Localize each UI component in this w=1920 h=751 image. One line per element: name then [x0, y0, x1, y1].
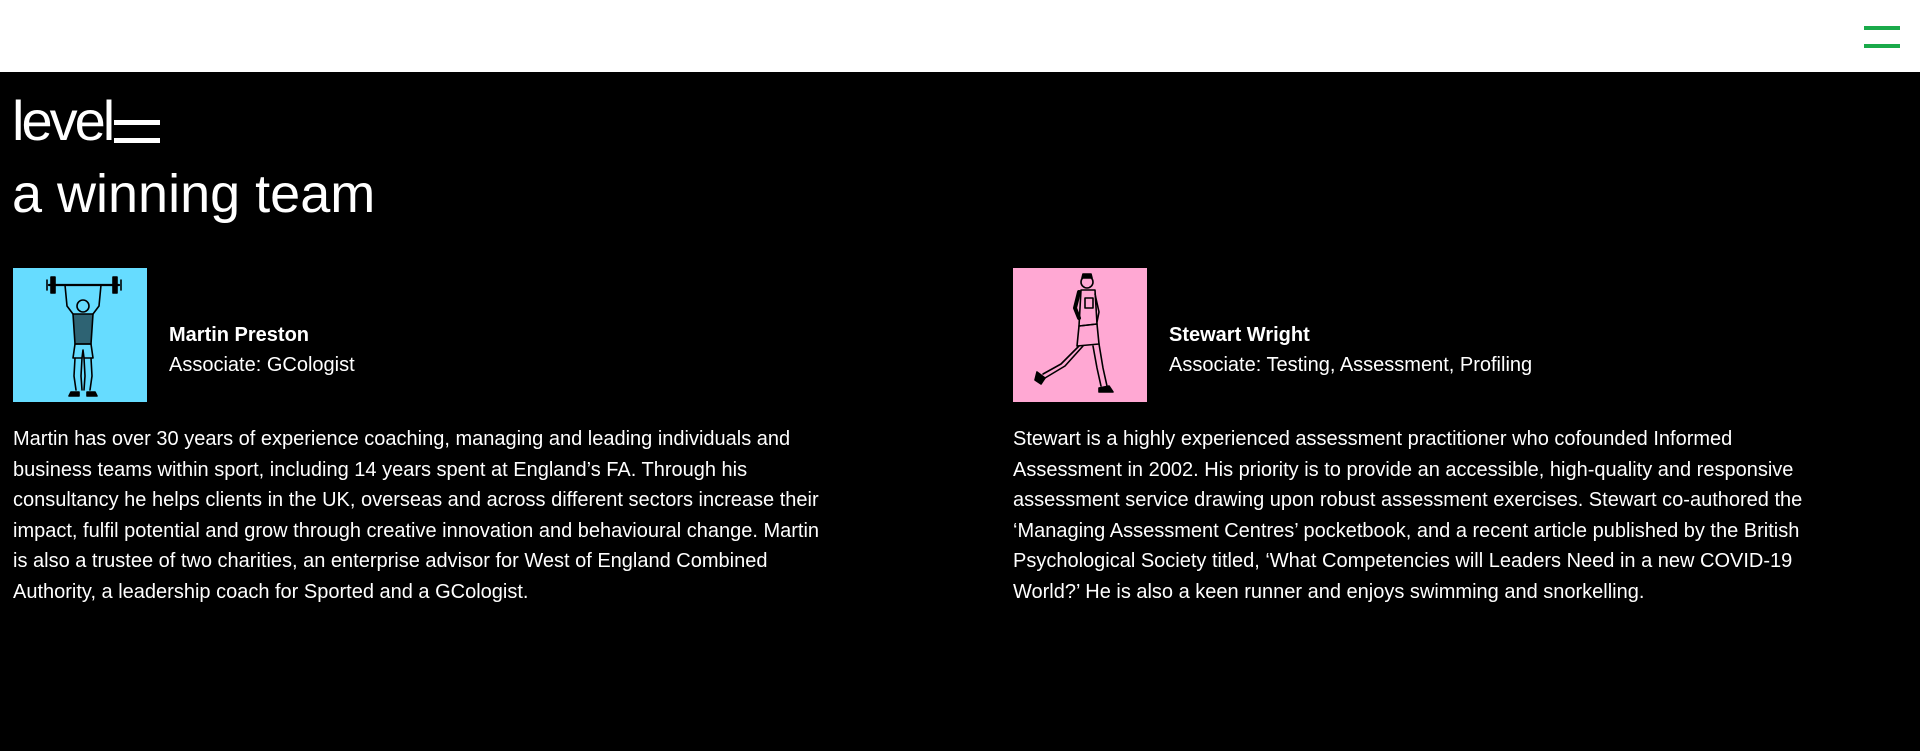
level-logo[interactable]: [12, 89, 160, 152]
bio-line: Psychological Society titled, ‘What Competencies will Leaders Need in a new COVID-19: [1013, 550, 1793, 573]
bio-line: business teams within sport, including 14 years spent at England’s FA. Through his: [13, 458, 748, 481]
bio-line: impact, fulfil potential and grow through creative innovation and behavioural change. Martin: [13, 519, 820, 542]
bio-line: Authority, a leadership coach for Sported and a GCologist.: [13, 580, 529, 603]
main-content: [0, 72, 1920, 751]
bio-line: Martin has over 30 years of experience coaching, managing and leading individuals and: [13, 428, 791, 450]
equals-mark-icon: [114, 111, 160, 145]
bio-line: Stewart is a highly experienced assessment practitioner who cofounded Informed: [1013, 428, 1733, 450]
bio-line: Assessment in 2002. His priority is to provide an accessible, high-quality and responsive: [1013, 458, 1794, 481]
member-bio: [13, 424, 913, 608]
weightlifter-illustration: [13, 268, 147, 402]
bio-line: consultancy he helps clients in the UK, overseas and across different sectors increase their: [13, 489, 819, 512]
member-role: Associate: Testing, Assessment, Profiling: [1169, 354, 1533, 376]
runner-illustration: [1013, 268, 1147, 402]
member-role: Associate: GCologist: [169, 354, 355, 376]
page-title: a winning team: [12, 164, 376, 224]
top-navigation-bar: [0, 0, 1920, 72]
member-name: Stewart Wright: [1169, 324, 1310, 346]
bio-line: assessment service drawing upon robust assessment exercises. Stewart co-authored the: [1013, 489, 1803, 512]
member-name: Martin Preston: [169, 324, 310, 346]
bio-line: ‘Managing Assessment Centres’ pocketbook, and a recent article published by the British: [1013, 519, 1800, 542]
logo-wordmark: level: [12, 89, 113, 152]
hamburger-menu-icon[interactable]: [1864, 24, 1900, 50]
member-bio: [1013, 424, 1913, 608]
portrait-image: [13, 268, 147, 402]
portrait-image: [1013, 268, 1147, 402]
menu-bar-bottom: [1864, 44, 1900, 48]
bio-line: is also a trustee of two charities, an enterprise advisor for West of England Combined: [13, 550, 768, 573]
menu-bar-top: [1864, 26, 1900, 30]
bio-line: World?’ He is also a keen runner and enjoys swimming and snorkelling.: [1013, 580, 1645, 603]
